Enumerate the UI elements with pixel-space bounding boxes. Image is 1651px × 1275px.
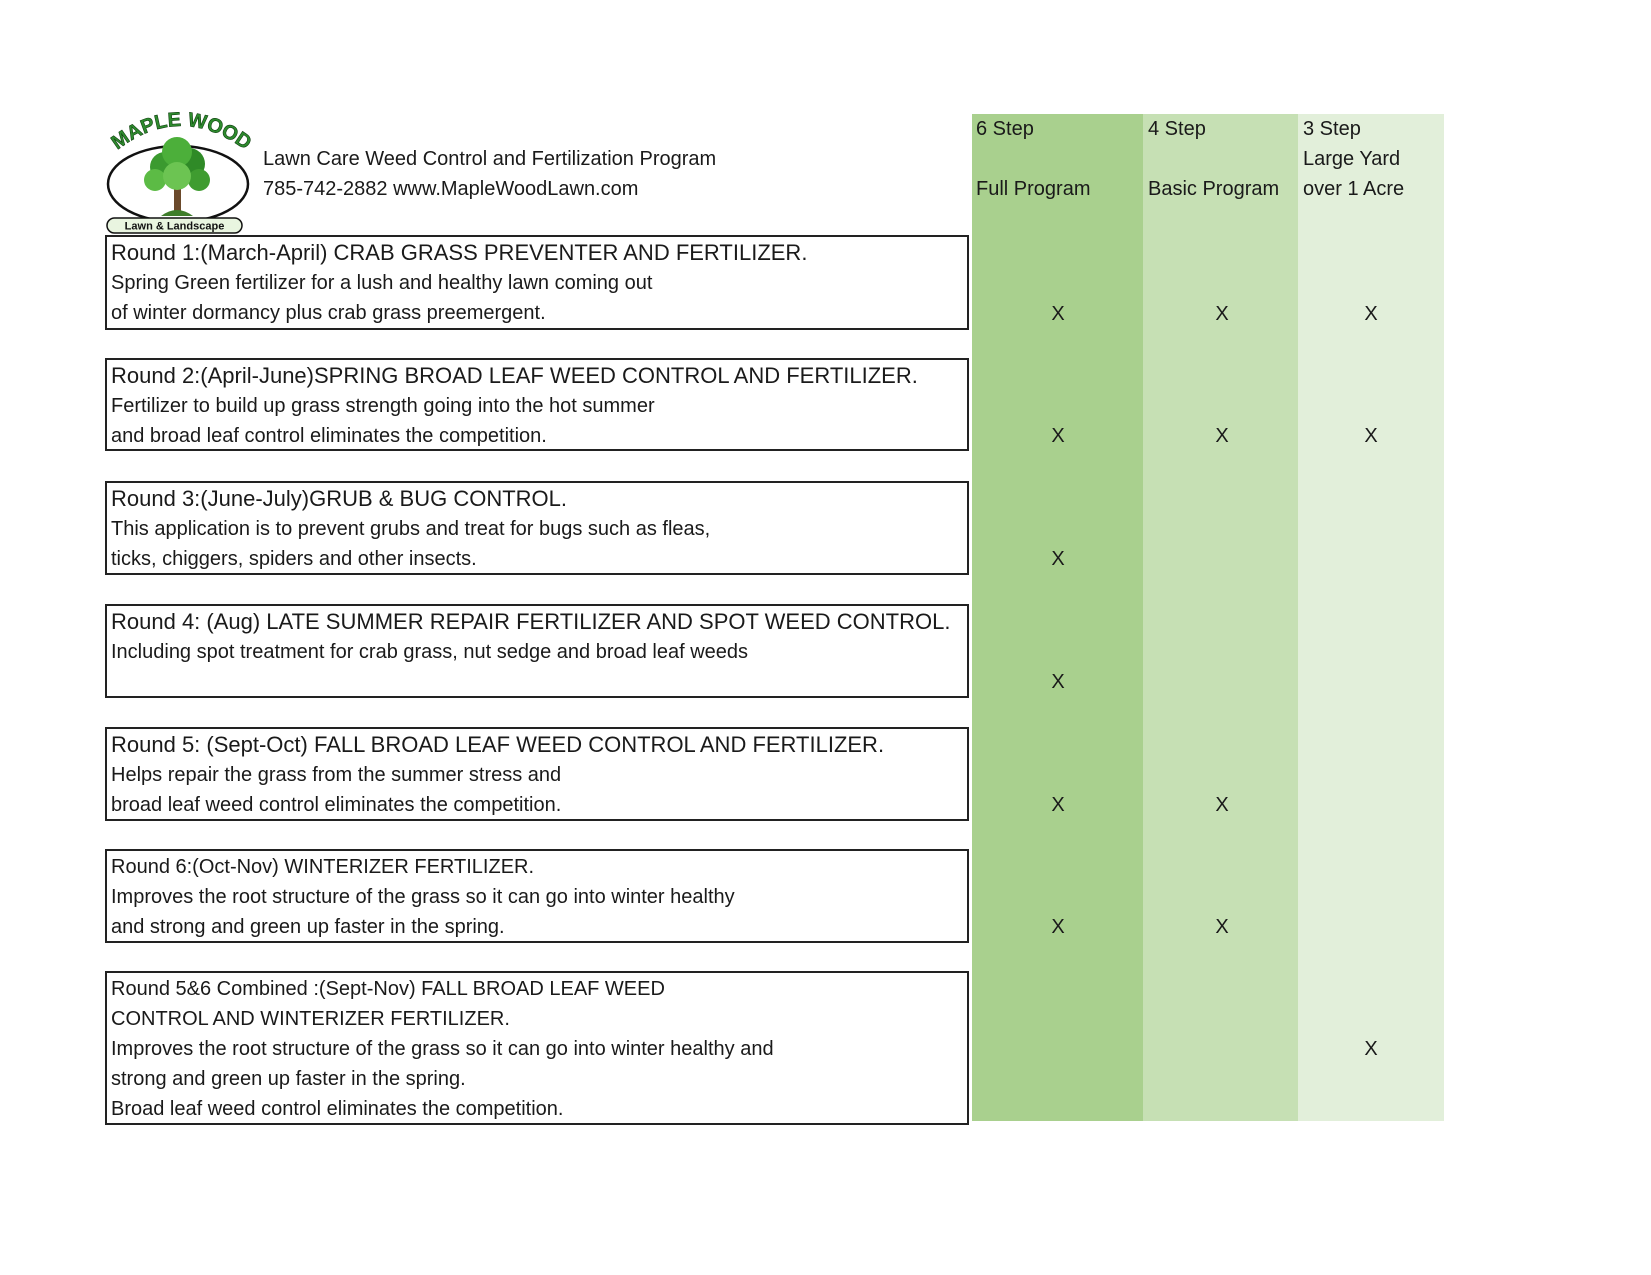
round-2-6-step-mark: X [1051, 425, 1065, 447]
round-title: Round 5&6 Combined :(Sept-Nov) FALL BROAD LEAF WEED [111, 978, 665, 1000]
round-1-4-step-mark: X [1215, 303, 1229, 325]
program-title: Lawn Care Weed Control and Fertilization Program [263, 148, 717, 170]
round-6-6-step-mark: X [1051, 916, 1065, 938]
round-5-6-combined-box [105, 971, 969, 1125]
round-3-box [105, 481, 969, 575]
round-description: Broad leaf weed control eliminates the competition. [111, 1098, 564, 1120]
logo-text-top: MAPLE WOOD [107, 112, 256, 155]
column-header-line3: Full Program [976, 178, 1091, 200]
column-header-line2 [1148, 144, 1279, 174]
round-description: This application is to prevent grubs and treat for bugs such as fleas, [111, 518, 711, 540]
round-2-3-step-mark: X [1364, 425, 1378, 447]
column-header-6-step [976, 114, 1090, 204]
round-description: Spring Green fertilizer for a lush and healthy lawn coming out [111, 272, 653, 294]
column-6-step-background [972, 114, 1143, 1121]
round-title: Round 5: (Sept-Oct) FALL BROAD LEAF WEED CONTROL AND FERTILIZER. [111, 732, 885, 757]
round-6-4-step-mark: X [1215, 916, 1229, 938]
round-description: ticks, chiggers, spiders and other insects. [111, 548, 477, 570]
column-header-3-step [1303, 114, 1404, 204]
program-header [263, 144, 716, 204]
round-title: Round 2:(April-June)SPRING BROAD LEAF WEED CONTROL AND FERTILIZER. [111, 363, 918, 388]
round-description: and broad leaf control eliminates the competition. [111, 425, 547, 447]
column-header-4-step [1148, 114, 1279, 204]
contact-info: 785-742-2882 www.MapleWoodLawn.com [263, 178, 639, 200]
round-5-box [105, 727, 969, 821]
round-1-6-step-mark: X [1051, 303, 1065, 325]
round-5-4-step-mark: X [1215, 794, 1229, 816]
column-header-line1: 6 Step [976, 118, 1034, 140]
round-2-box [105, 358, 969, 451]
column-header-line1: 3 Step [1303, 118, 1361, 140]
column-header-line2: Large Yard [1303, 148, 1401, 170]
round-description: and strong and green up faster in the spring. [111, 916, 505, 938]
round-description: Improves the root structure of the grass so it can go into winter healthy and [111, 1038, 774, 1060]
maple-wood-logo [103, 112, 258, 236]
column-header-line3: over 1 Acre [1303, 178, 1405, 200]
logo-text-bottom: Lawn & Landscape [124, 220, 225, 233]
round-description: Fertilizer to build up grass strength going into the hot summer [111, 395, 655, 417]
round-title: Round 1:(March-April) CRAB GRASS PREVENTER AND FERTILIZER. [111, 240, 808, 265]
round-5-6-step-mark: X [1051, 794, 1065, 816]
round-4-6-step-mark: X [1051, 671, 1065, 693]
round-3-6-step-mark: X [1051, 548, 1065, 570]
round-description: broad leaf weed control eliminates the competition. [111, 794, 562, 816]
round-description: Helps repair the grass from the summer stress and [111, 764, 562, 786]
round-description: strong and green up faster in the spring. [111, 1068, 466, 1090]
round-5-6-combined-3-step-mark: X [1364, 1038, 1378, 1060]
round-4-box [105, 604, 969, 698]
column-header-line1: 4 Step [1148, 118, 1206, 140]
column-header-line3: Basic Program [1148, 178, 1280, 200]
round-title: Round 3:(June-July)GRUB & BUG CONTROL. [111, 486, 568, 511]
round-description: Including spot treatment for crab grass, nut sedge and broad leaf weeds [111, 641, 749, 663]
round-6-box [105, 849, 969, 943]
round-title: Round 6:(Oct-Nov) WINTERIZER FERTILIZER. [111, 856, 535, 878]
column-4-step-background [1143, 114, 1298, 1121]
column-header-line2 [976, 144, 1090, 174]
round-1-box [105, 235, 969, 330]
round-title: Round 4: (Aug) LATE SUMMER REPAIR FERTILIZER AND SPOT WEED CONTROL. [111, 609, 951, 634]
round-1-3-step-mark: X [1364, 303, 1378, 325]
round-description: of winter dormancy plus crab grass preemergent. [111, 302, 546, 324]
round-2-4-step-mark: X [1215, 425, 1229, 447]
round-description: Improves the root structure of the grass so it can go into winter healthy [111, 886, 735, 908]
round-description: CONTROL AND WINTERIZER FERTILIZER. [111, 1008, 510, 1030]
column-3-step-background [1298, 114, 1444, 1121]
